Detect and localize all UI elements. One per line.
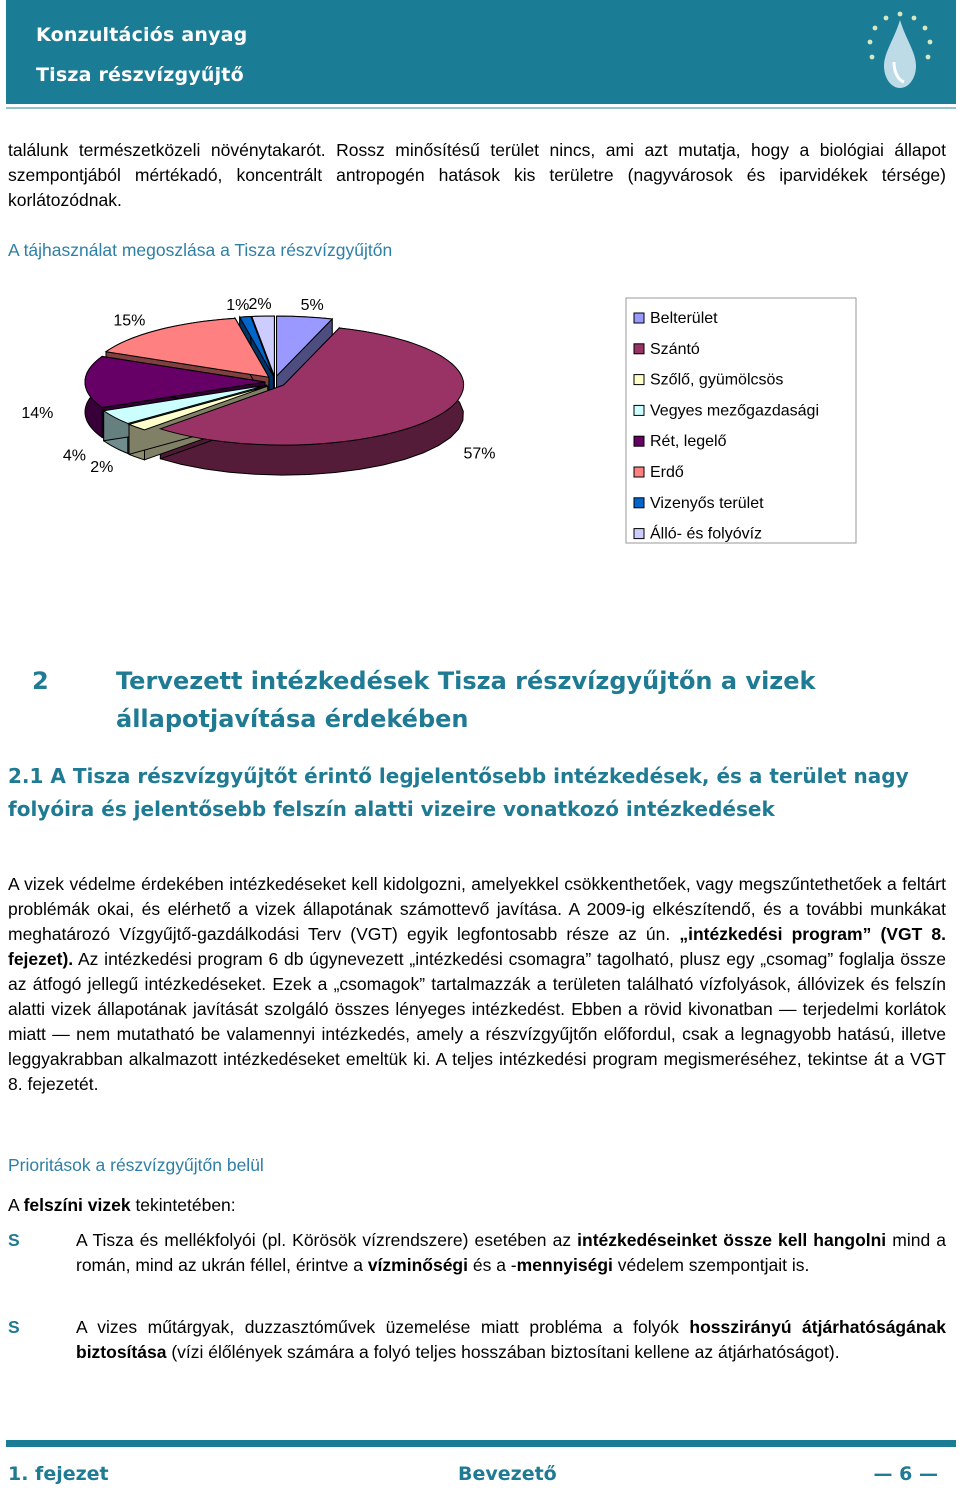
body-text-a: A vizek védelme érdekében intézkedéseket kell kidolgozni, amelyekkel csökkenthetőek, vagy megszűntethetőek a feltárt problémák okai, és elérhető a vizek állapotának számottevő javítása. A 2009-ig elkészítendő, és a további munkákat meghatározó Vízgyűjtő-gazdálkodási Terv (VGT) egyik legfontosabb része az ún. (8, 874, 946, 944)
page-header (6, 0, 956, 104)
b2-b: hosszirányú átjárhatóságának biztosítása (76, 1317, 947, 1362)
legend-swatch-4 (634, 436, 644, 446)
pie-label-2: 2% (90, 459, 114, 477)
footer-page-number: — 6 — (873, 1463, 938, 1485)
legend-swatch-3 (634, 405, 644, 415)
list-item-text (76, 1228, 946, 1278)
legend-label-4: Rét, legelő (650, 433, 727, 451)
body-paragraph (8, 872, 946, 1097)
b1-e: és a - (467, 1255, 517, 1275)
priorities-intro-c: tekintetében: (130, 1195, 236, 1215)
body-text-bold: „intézkedési program” (VGT 8. fejezet). (8, 924, 946, 969)
priorities-intro-a: A (8, 1195, 24, 1215)
pie-label-1: 57% (463, 445, 496, 463)
pie-label-3: 4% (62, 447, 86, 465)
pie-label-6: 1% (226, 296, 250, 314)
footer-section: Bevezető (458, 1463, 557, 1485)
legend-label-1: Szántó (650, 340, 700, 358)
b1-b: intézkedéseinket össze kell hangolni (577, 1230, 887, 1250)
b1-g: védelem szempontjait is. (612, 1255, 810, 1275)
priorities-heading: Prioritások a részvízgyűjtőn belül (8, 1155, 264, 1175)
subsection-title: A Tisza részvízgyűjtőt érintő legjelentősebb intézkedések, és a terület nagy folyóira és jelentősebb felszín alatti vizeire vonatkozó intézkedések (8, 764, 909, 821)
b1-c: mind a román, mind az ukrán féllel, érintve a (76, 1230, 947, 1275)
legend-label-3: Vegyes mezőgazdasági (650, 402, 819, 420)
header-title: Konzultációs anyag (36, 24, 248, 46)
chart-title: A tájhasználat megoszlása a Tisza részvízgyűjtőn (8, 240, 393, 260)
legend-label-6: Vizenyős terület (650, 494, 764, 512)
subsection-number: 2.1 (8, 764, 44, 788)
pie-label-0: 5% (300, 296, 324, 314)
section-title: Tervezett intézkedések Tisza részvízgyűjtőn a vizek állapotjavítása érdekében (116, 667, 816, 733)
legend-swatch-2 (634, 375, 644, 385)
legend-label-0: Belterület (650, 310, 718, 327)
water-drop-logo-icon (854, 6, 946, 98)
legend-swatch-6 (634, 498, 644, 508)
legend-label-7: Álló- és folyóvíz (650, 525, 763, 543)
legend-swatch-0 (634, 313, 644, 323)
b2-a: A vizes műtárgyak, duzzasztóművek üzemelése miatt probléma a folyók (76, 1317, 690, 1337)
list-item (8, 1315, 946, 1365)
b2-c: (vízi élőlények számára a folyó teljes hosszában biztosítani kellene az átjárhatóságot). (166, 1342, 840, 1362)
bullet-icon: S (8, 1230, 20, 1250)
legend-swatch-5 (634, 467, 644, 477)
header-subtitle: Tisza részvízgyűjtő (36, 64, 244, 86)
section-heading-2-1 (8, 760, 948, 826)
priorities-intro-bold: felszíni vizek (23, 1195, 131, 1215)
legend-label-5: Erdő (650, 464, 684, 481)
legend-swatch-1 (634, 344, 644, 354)
section-2-1-heading (8, 760, 948, 826)
footer-divider (6, 1440, 956, 1447)
section-number: 2 (32, 667, 49, 695)
intro-paragraph: találunk természetközeli növénytakarót. Rossz minősítésű terület nincs, ami azt mutatja, hogy a biológiai állapot szempontjából mértékadó, koncentrált antropogén hatások kis területre (nagyvárosok és iparvidékek térsége) korlátozódnak. (8, 140, 946, 210)
footer-chapter: 1. fejezet (8, 1463, 109, 1485)
legend-label-2: Szőlő, gyümölcsös (650, 371, 784, 389)
pie-label-5: 15% (113, 312, 146, 330)
header-divider (6, 107, 956, 109)
pie-label-7: 2% (248, 296, 272, 313)
list-item (8, 1228, 946, 1278)
b1-f: mennyiségi (516, 1255, 613, 1275)
pie-label-4: 14% (21, 405, 54, 422)
body-text-c: Az intézkedési program 6 db úgynevezett „intézkedési csomagra” tagolható, plusz egy „csomag” foglalja össze az átfogó jellegű intézkedéseket. Ezek a „csomagok” tartalmazzák a területen található vízfolyások, állóvizek és felszín alatti vizek állapotának javítását szolgáló összes lényeges intézkedést. Ebben a rövid kivonatban — terjedelmi korlátok miatt — nem mutatható be valamennyi intézkedés, amely a részvízgyűjtőn előfordul, csak a legnagyobb hatású, illetve leggyakrabban alkalmazott intézkedéseket emeltük ki. A teljes intézkedési program megismeréséhez, tekintse át a VGT 8. fejezetét. (8, 949, 946, 1094)
b1-d: vízminőségi (367, 1255, 468, 1275)
bullet-icon: S (8, 1317, 20, 1337)
b1-a: A Tisza és mellékfolyói (pl. Körösök vízrendszere) esetében az (76, 1230, 578, 1250)
priorities-intro (8, 1193, 946, 1218)
legend-swatch-7 (634, 529, 644, 539)
land-use-pie-chart (0, 280, 960, 560)
list-item-text (76, 1315, 946, 1365)
